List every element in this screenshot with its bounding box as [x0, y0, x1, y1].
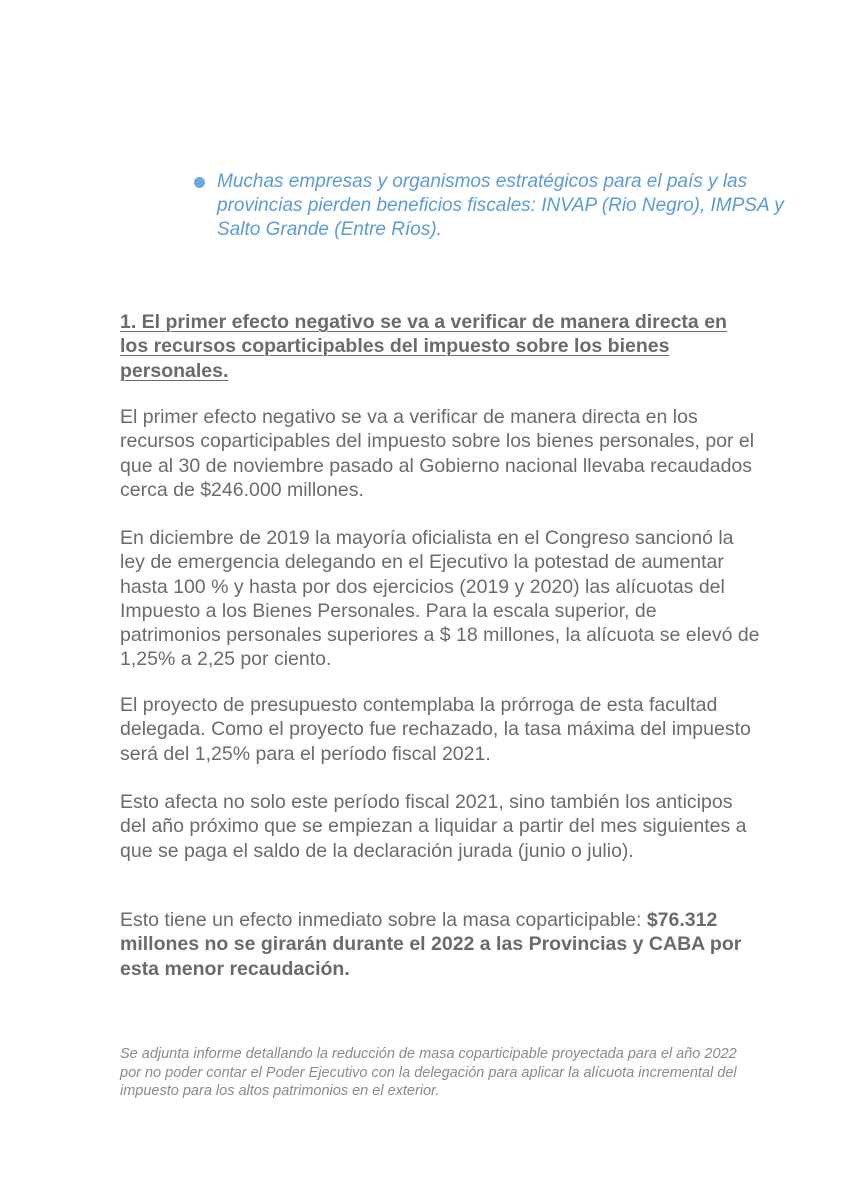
bullet-text: Muchas empresas y organismos estratégicos para el país y las provincias pierden beneficios fiscales: INVAP (Rio Negro), IMPSA y Salto Grande (Entre Ríos).	[217, 171, 784, 240]
paragraph-3: El proyecto de presupuesto contemplaba la prórroga de esta facultad delegada. Como el proyecto fue rechazado, la tasa máxima del impuesto será del 1,25% para el período fiscal 2021.	[120, 694, 751, 765]
paragraph-1: El primer efecto negativo se va a verificar de manera directa en los recursos coparticipables del impuesto sobre los bienes personales, por el que al 30 de noviembre pasado al Gobierno nacional llevaba recaudados cerca de $246.000 millones.	[120, 406, 755, 501]
footnote: Se adjunta informe detallando la reducción de masa coparticipable proyectada para el año 2022 por no poder contar el Poder Ejecutivo con la delegación para aplicar la alícuota incremental del impuesto para los altos patrimonios en el exterior.	[120, 1046, 737, 1099]
paragraph-5-intro: Esto tiene un efecto inmediato sobre la masa coparticipable:	[120, 909, 642, 931]
paragraph-5-bold: $76.312 millones no se girarán durante el 2022 a las Provincias y CABA por esta menor recaudación.	[120, 909, 742, 980]
section-heading: 1. El primer efecto negativo se va a verificar de manera directa en los recursos coparticipables del impuesto sobre los bienes personales.	[120, 311, 727, 382]
bullet-dot-icon	[194, 177, 205, 188]
paragraph-2: En diciembre de 2019 la mayoría oficialista en el Congreso sancionó la ley de emergencia delegando en el Ejecutivo la potestad de aumentar hasta 100 % y hasta por dos ejercicios (2019 y 2020) las alícuotas del Impuesto a los Bienes Personales. Para la escala superior, de patrimonios personales superiores a $ 18 millones, la alícuota se elevó de 1,25% a 2,25 por ciento.	[120, 527, 760, 671]
paragraph-5	[120, 908, 760, 981]
paragraph-4: Esto afecta no solo este período fiscal 2021, sino también los anticipos del año próximo que se empiezan a liquidar a partir del mes siguientes a que se paga el saldo de la declaración jurada (junio o julio).	[120, 791, 747, 862]
bullet-item	[194, 170, 794, 242]
